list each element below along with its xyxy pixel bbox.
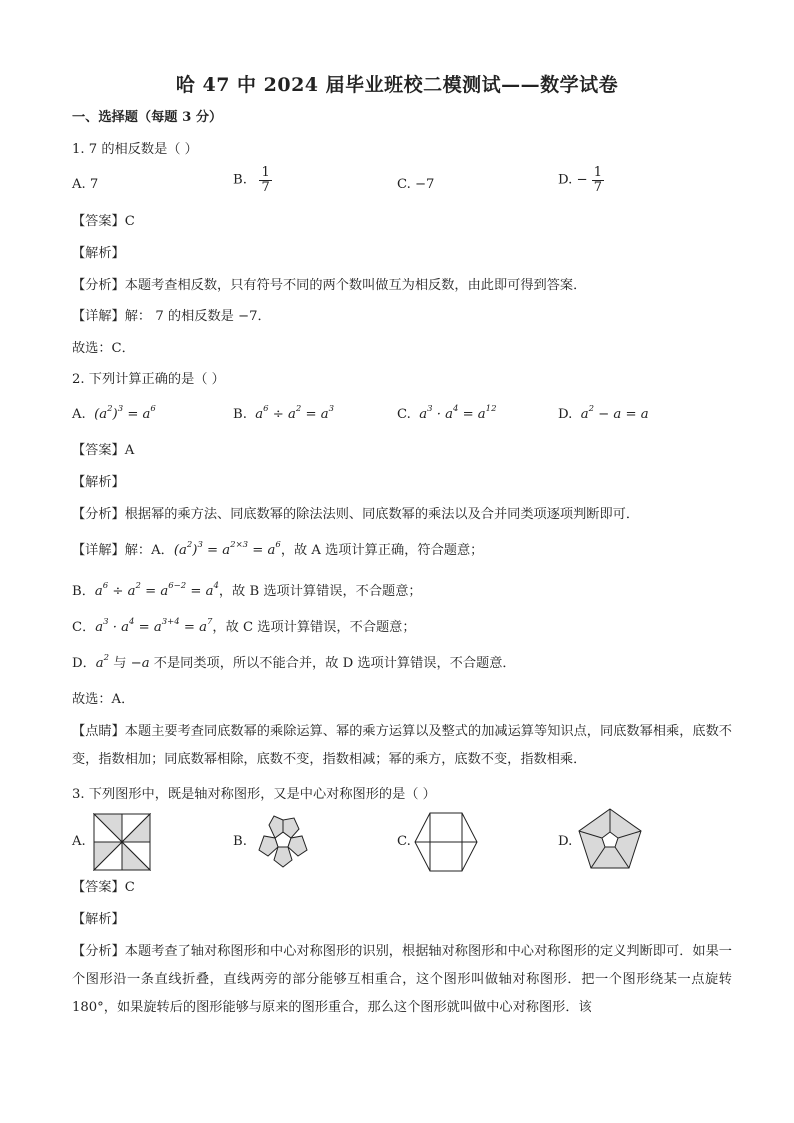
q1-option-c: C. −7: [397, 177, 435, 192]
q2-xiangjie-c: C．$a^3 \cdot a^4 = a^{3+4} = a^7$，故 C 选项计算错误，不合题意；: [72, 617, 416, 635]
q2-option-c: C. $a^3 \cdot a^4 = a^{12}$: [397, 404, 497, 422]
q1-guxuan: 故选：C．: [72, 341, 135, 356]
q2-xiangjie-d: D．$a^2$ 与 −a 不是同类项，所以不能合并，故 D 选项计算错误，不合题意．: [72, 653, 516, 671]
hexagon-rectangle-figure: [414, 812, 478, 872]
question-3-stem: 3. 下列图形中，既是轴对称图形，又是中心对称图形的是（ ）: [72, 787, 436, 802]
q1-xiangjie: 【详解】解： 7 的相反数是 −7．: [72, 309, 271, 324]
q2-option-d: D. $a^2 - a = a$: [558, 404, 649, 422]
q3-option-c-label: C.: [397, 834, 411, 849]
q3-answer: 【答案】C: [72, 880, 135, 895]
q1-fenxi: 【分析】本题考查相反数，只有符号不同的两个数叫做互为相反数，由此即可得到答案．: [72, 278, 587, 293]
q3-option-b-label: B.: [233, 834, 247, 849]
pinwheel-figure: [93, 813, 151, 871]
q2-xiangjie-a: 【详解】解：A．$(a^2)^3 = a^{2\times 3} = a^6$，故 A 选项计算正确，符合题意；: [72, 540, 484, 558]
q1-answer: 【答案】C: [72, 214, 135, 229]
nested-pentagon-figure: [578, 808, 642, 870]
q1-option-b: B. $\frac{1}{7}$: [233, 165, 270, 195]
q2-analysis-label: 【解析】: [72, 475, 125, 490]
q2-xiangjie-b: B．$a^6 \div a^2 = a^{6-2} = a^4$，故 B 选项计算错误，不合题意；: [72, 581, 422, 599]
q1-option-d: D. − $\frac{1}{7}$: [558, 165, 603, 195]
q2-dianjing: 【点睛】本题主要考查同底数幂的乘除运算、幂的乘方运算以及整式的加减运算等知识点，同底数幂相乘，底数不变，指数相加；同底数幂相除，底数不变，指数相减；幂的乘方，底数不变，指数相乘．: [72, 724, 732, 767]
q3-option-a-label: A.: [72, 834, 86, 849]
question-2-stem: 2. 下列计算正确的是（ ）: [72, 372, 225, 387]
q3-option-d-label: D.: [558, 834, 573, 849]
pentagon-flower-figure: [252, 810, 314, 872]
q2-option-b: B. $a^6 \div a^2 = a^3$: [233, 404, 335, 422]
q3-fenxi: 【分析】本题考查了轴对称图形和中心对称图形的识别，根据轴对称图形和中心对称图形的定义判断即可．如果一个图形沿一条直线折叠，直线两旁的部分能够互相重合，这个图形叫做轴对称图形．把一个图形绕某一点旋转 180°，如果旋转后的图形能够与原来的图形重合，那么这个图形就叫做中心对称图形．该: [72, 944, 732, 1015]
q1-option-a: A. 7: [72, 177, 99, 192]
q3-analysis-label: 【解析】: [72, 912, 125, 927]
q2-answer: 【答案】A: [72, 443, 135, 458]
q2-fenxi: 【分析】根据幂的乘方法、同底数幂的除法法则、同底数幂的乘法以及合并同类项逐项判断即可．: [72, 507, 640, 522]
question-1-stem: 1. 7 的相反数是（ ）: [72, 142, 198, 157]
page-title: 哈 47 中 2024 届毕业班校二模测试——数学试卷: [175, 74, 619, 96]
q2-option-a: A. $(a^2)^3 = a^6$: [72, 404, 156, 422]
q1-analysis-label: 【解析】: [72, 246, 125, 261]
q2-guxuan: 故选：A．: [72, 692, 135, 707]
section-heading: 一、选择题（每题 3 分）: [72, 110, 223, 125]
